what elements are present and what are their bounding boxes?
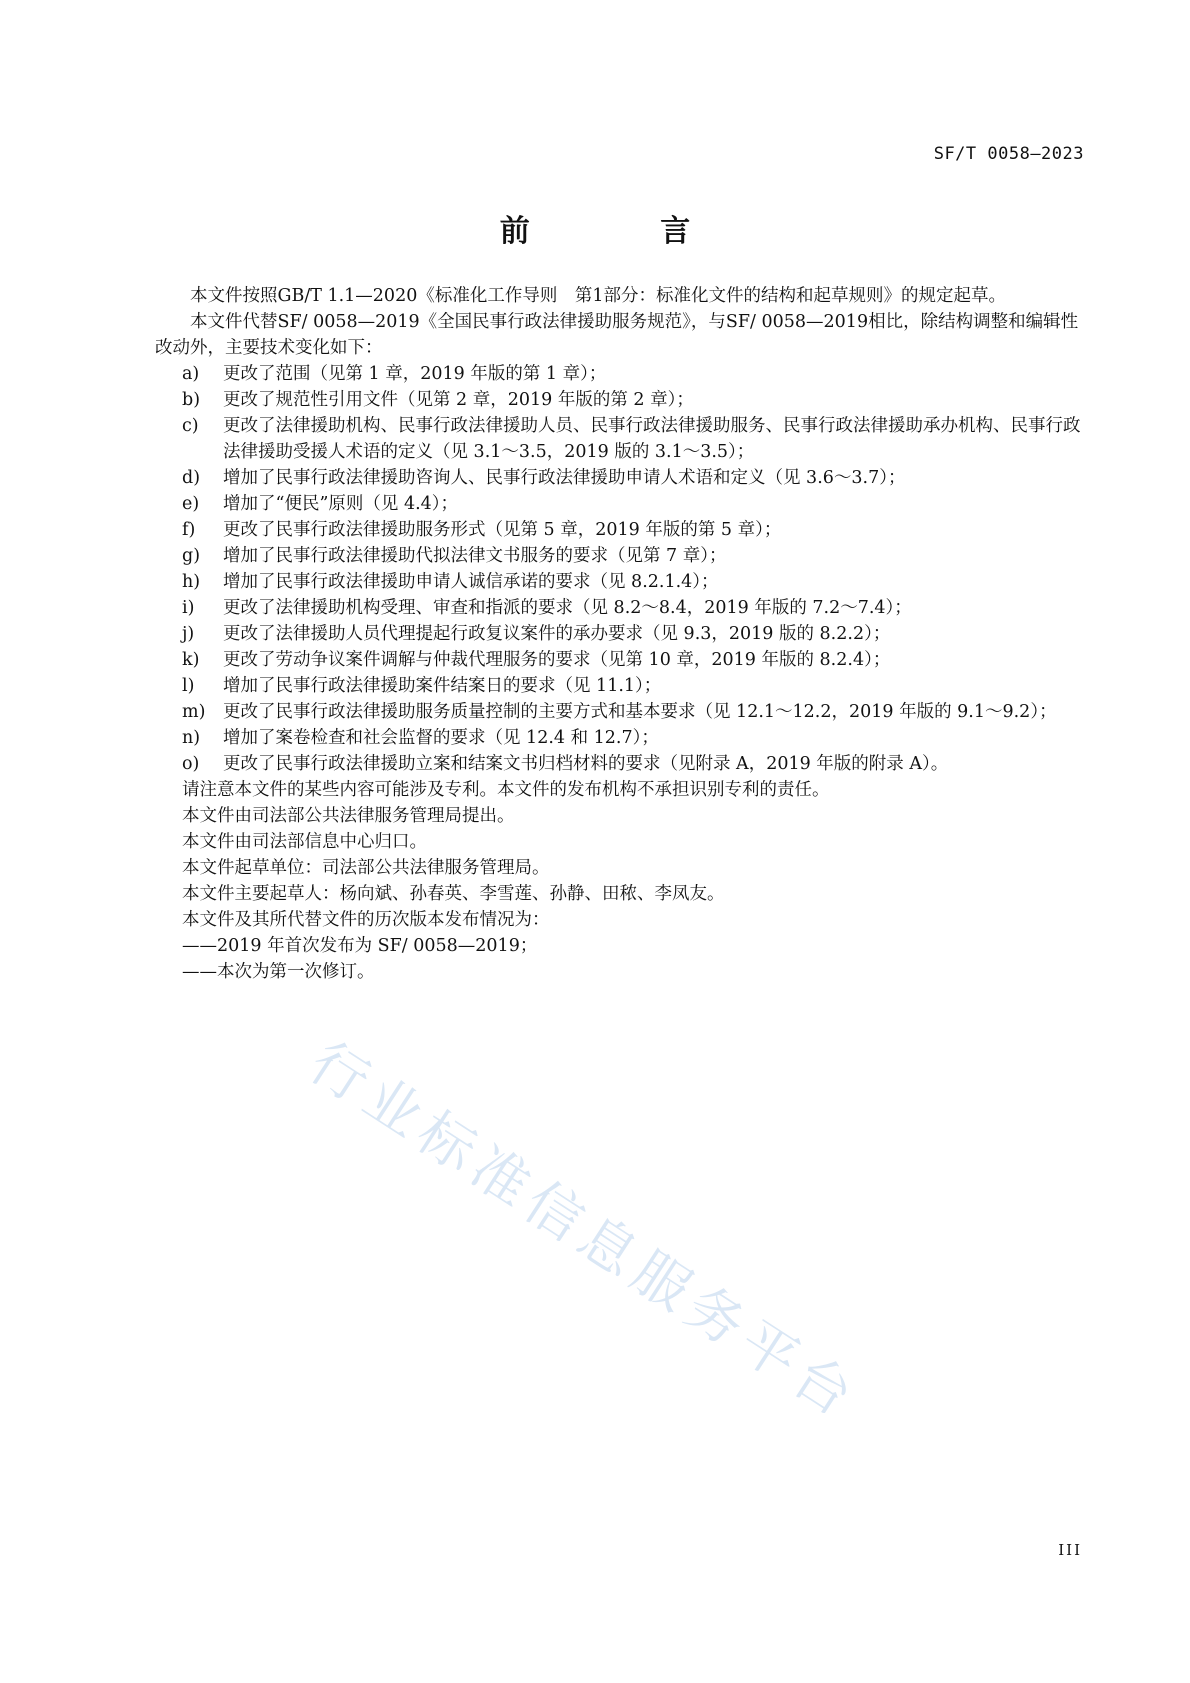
list-item-text: 增加了民事行政法律援助申请人诚信承诺的要求（见 8.2.1.4）； bbox=[223, 572, 719, 592]
list-item-text: 增加了民事行政法律援助代拟法律文书服务的要求（见第 7 章）； bbox=[223, 546, 727, 566]
list-item bbox=[155, 361, 1085, 387]
page-title: 前 言 bbox=[499, 214, 751, 249]
list-marker: n) bbox=[182, 728, 201, 748]
administrator-line: 本文件由司法部信息中心归口。 bbox=[182, 832, 427, 852]
list-marker: g) bbox=[182, 546, 201, 566]
list-marker: o) bbox=[182, 754, 200, 774]
list-marker: l) bbox=[182, 676, 195, 696]
list-item bbox=[155, 699, 1085, 725]
list-item-text: 更改了民事行政法律援助立案和结案文书归档材料的要求（见附录 A，2019 年版的附录 A）。 bbox=[223, 754, 949, 774]
list-item-text: 更改了范围（见第 1 章，2019 年版的第 1 章）； bbox=[223, 364, 607, 384]
list-item-text: 更改了法律援助机构、民事行政法律援助人员、民事行政法律援助服务、民事行政法律援助承办机构、民事行政法律援助受援人术语的定义（见 3.1～3.5，2019 版的 3.1～3.5）； bbox=[223, 416, 1081, 462]
version-history-heading: 本文件及其所代替文件的历次版本发布情况为： bbox=[182, 910, 550, 930]
list-item bbox=[155, 595, 1085, 621]
list-marker: h) bbox=[182, 572, 201, 592]
list-item-text: 增加了案卷检查和社会监督的要求（见 12.4 和 12.7）； bbox=[223, 728, 659, 748]
intro-paragraph: 本文件代替SF/ 0058—2019《全国民事行政法律援助服务规范》，与SF/ 0058—2019相比，除结构调整和编辑性改动外，主要技术变化如下： bbox=[155, 312, 1079, 358]
list-item-text: 更改了民事行政法律援助服务形式（见第 5 章，2019 年版的第 5 章）； bbox=[223, 520, 782, 540]
version-history-item: ——本次为第一次修订。 bbox=[182, 962, 375, 982]
drafting-unit-line: 本文件起草单位：司法部公共法律服务管理局。 bbox=[182, 858, 550, 878]
list-item bbox=[155, 725, 1085, 751]
list-item bbox=[155, 543, 1085, 569]
proposer-line: 本文件由司法部公共法律服务管理局提出。 bbox=[182, 806, 515, 826]
list-item bbox=[155, 413, 1085, 465]
drafters-line: 本文件主要起草人：杨向斌、孙春英、李雪莲、孙静、田秾、李凤友。 bbox=[182, 884, 725, 904]
patent-notice: 请注意本文件的某些内容可能涉及专利。本文件的发布机构不承担识别专利的责任。 bbox=[182, 780, 830, 800]
list-marker: a) bbox=[182, 364, 200, 384]
list-marker: f) bbox=[182, 520, 196, 540]
list-marker: i) bbox=[182, 598, 195, 618]
list-item bbox=[155, 673, 1085, 699]
list-item bbox=[155, 387, 1085, 413]
page-number: III bbox=[1058, 1541, 1082, 1559]
list-marker: d) bbox=[182, 468, 201, 488]
version-history-item: ——2019 年首次发布为 SF/ 0058—2019； bbox=[182, 936, 538, 956]
list-marker: e) bbox=[182, 494, 200, 514]
intro-paragraph: 本文件按照GB/T 1.1—2020《标准化工作导则 第1部分：标准化文件的结构和起草规则》的规定起草。 bbox=[190, 286, 1006, 306]
list-item bbox=[155, 465, 1085, 491]
change-list bbox=[155, 361, 1085, 777]
list-item-text: 增加了“便民”原则（见 4.4）； bbox=[223, 494, 459, 514]
list-item-text: 更改了法律援助机构受理、审查和指派的要求（见 8.2～8.4，2019 年版的 7.2～7.4）； bbox=[223, 598, 912, 618]
list-item bbox=[155, 491, 1085, 517]
list-marker: j) bbox=[182, 624, 195, 644]
document-id: SF/T 0058—2023 bbox=[933, 144, 1084, 164]
list-item-text: 增加了民事行政法律援助案件结案日的要求（见 11.1）； bbox=[223, 676, 662, 696]
list-item bbox=[155, 751, 1085, 777]
list-item-text: 更改了规范性引用文件（见第 2 章，2019 年版的第 2 章）； bbox=[223, 390, 694, 410]
list-item bbox=[155, 569, 1085, 595]
list-marker: c) bbox=[182, 416, 199, 436]
list-marker: m) bbox=[182, 702, 206, 722]
list-item-text: 更改了劳动争议案件调解与仲裁代理服务的要求（见第 10 章，2019 年版的 8.2.4）； bbox=[223, 650, 891, 670]
list-item-text: 更改了法律援助人员代理提起行政复议案件的承办要求（见 9.3，2019 版的 8.2.2）； bbox=[223, 624, 891, 644]
list-item-text: 更改了民事行政法律援助服务质量控制的主要方式和基本要求（见 12.1～12.2，2019 年版的 9.1～9.2）； bbox=[223, 702, 1057, 722]
list-marker: k) bbox=[182, 650, 200, 670]
list-item bbox=[155, 517, 1085, 543]
watermark: 行业标准信息服务平台 bbox=[298, 1030, 871, 1434]
list-item bbox=[155, 621, 1085, 647]
list-marker: b) bbox=[182, 390, 201, 410]
list-item-text: 增加了民事行政法律援助咨询人、民事行政法律援助申请人术语和定义（见 3.6～3.7）； bbox=[223, 468, 906, 488]
list-item bbox=[155, 647, 1085, 673]
preface-body bbox=[155, 283, 1085, 985]
